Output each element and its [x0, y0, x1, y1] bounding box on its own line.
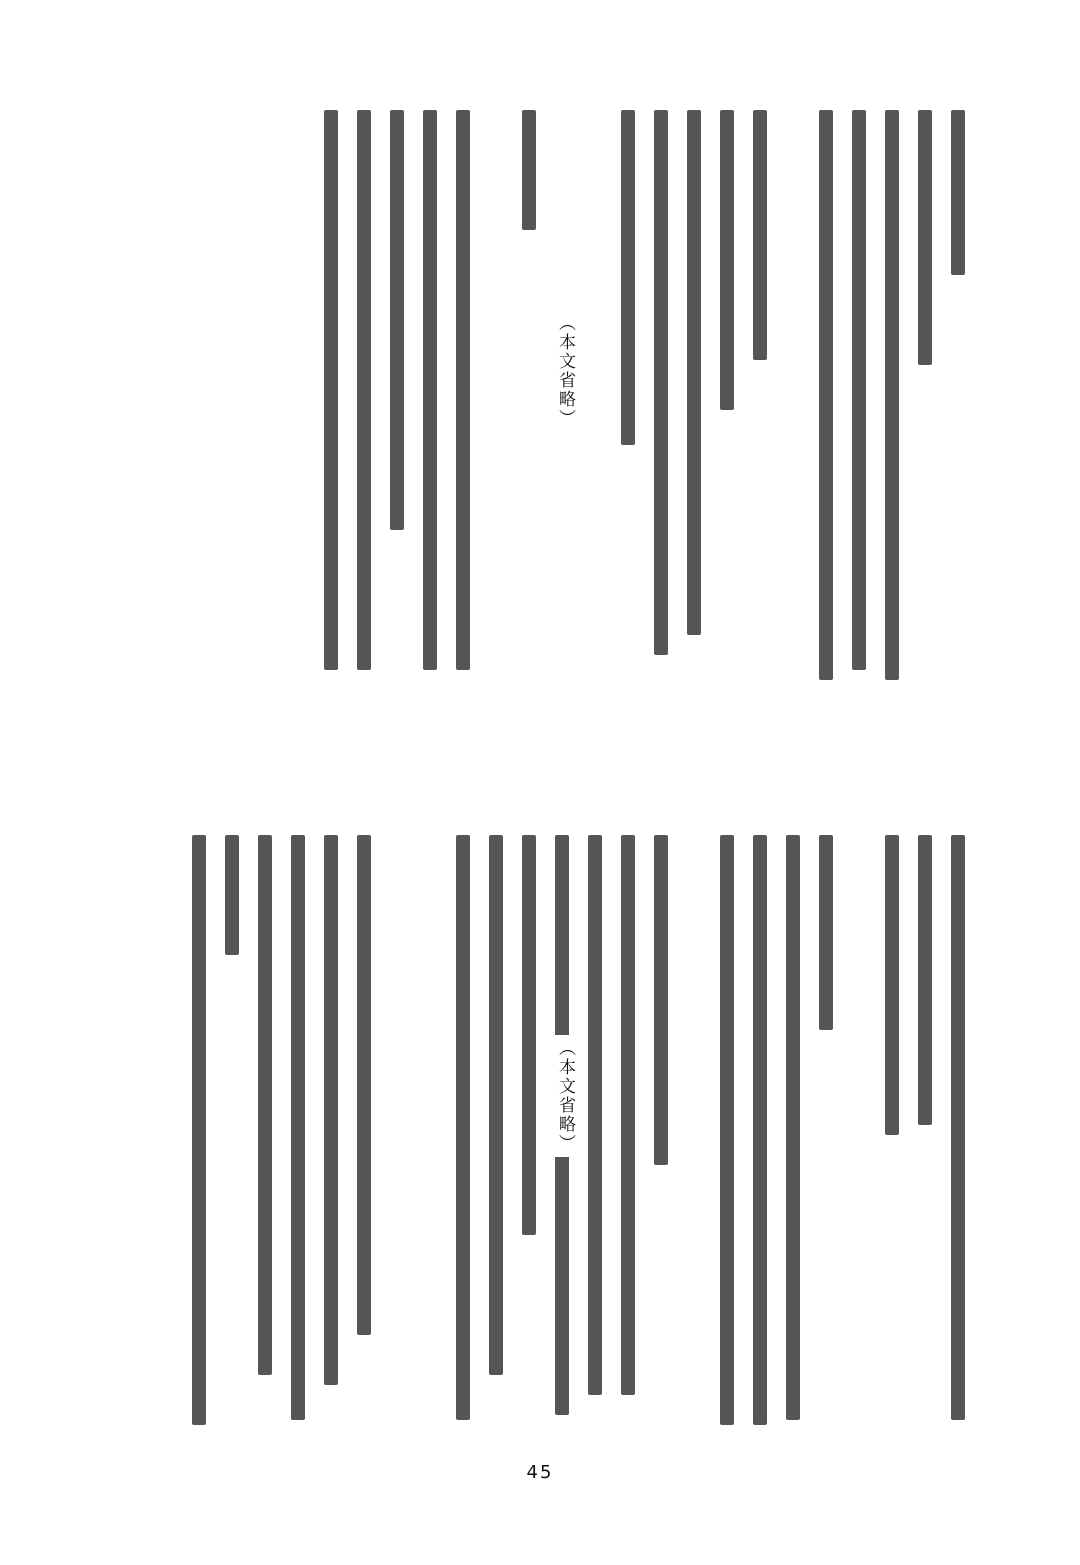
redacted-text-column: [324, 110, 338, 670]
redacted-text-column: [819, 835, 833, 1030]
redacted-text-column: [192, 835, 206, 1425]
redacted-text-column: [225, 835, 239, 955]
text-line-placeholder: （本文省略）: [551, 1035, 580, 1157]
redacted-text-column: [588, 835, 602, 1395]
redacted-text-column: [258, 835, 272, 1375]
redacted-text-column: [522, 110, 536, 230]
redacted-text-column: [423, 110, 437, 670]
redacted-text-column: [951, 835, 965, 1420]
redacted-text-column: [357, 835, 371, 1335]
redacted-text-column: [951, 110, 965, 275]
redacted-text-column: [621, 110, 635, 445]
redacted-text-column: [720, 110, 734, 410]
redacted-text-column: [654, 110, 668, 655]
redacted-text-column: [687, 110, 701, 635]
redacted-text-column: [885, 110, 899, 680]
text-block-upper: [165, 110, 965, 700]
redacted-text-column: [786, 835, 800, 1420]
redacted-text-column: [852, 110, 866, 670]
redacted-text-column: [357, 110, 371, 670]
redacted-text-column: [489, 835, 503, 1375]
redacted-text-column: [324, 835, 338, 1385]
text-block-lower: [165, 835, 965, 1435]
redacted-text-column: [522, 835, 536, 1235]
redacted-text-column: [918, 110, 932, 365]
redacted-text-column: [654, 835, 668, 1165]
text-line-placeholder: （本文省略）: [551, 310, 580, 432]
page-number: 45: [526, 1462, 554, 1483]
redacted-text-column: [819, 110, 833, 680]
redacted-text-column: [621, 835, 635, 1395]
redacted-text-column: [291, 835, 305, 1420]
redacted-text-column: [456, 835, 470, 1420]
redacted-text-column: [885, 835, 899, 1135]
redacted-text-column: [456, 110, 470, 670]
redacted-text-column: [390, 110, 404, 530]
redacted-text-column: [753, 835, 767, 1425]
redacted-text-column: [918, 835, 932, 1125]
redacted-text-column: [753, 110, 767, 360]
redacted-text-column: [720, 835, 734, 1425]
